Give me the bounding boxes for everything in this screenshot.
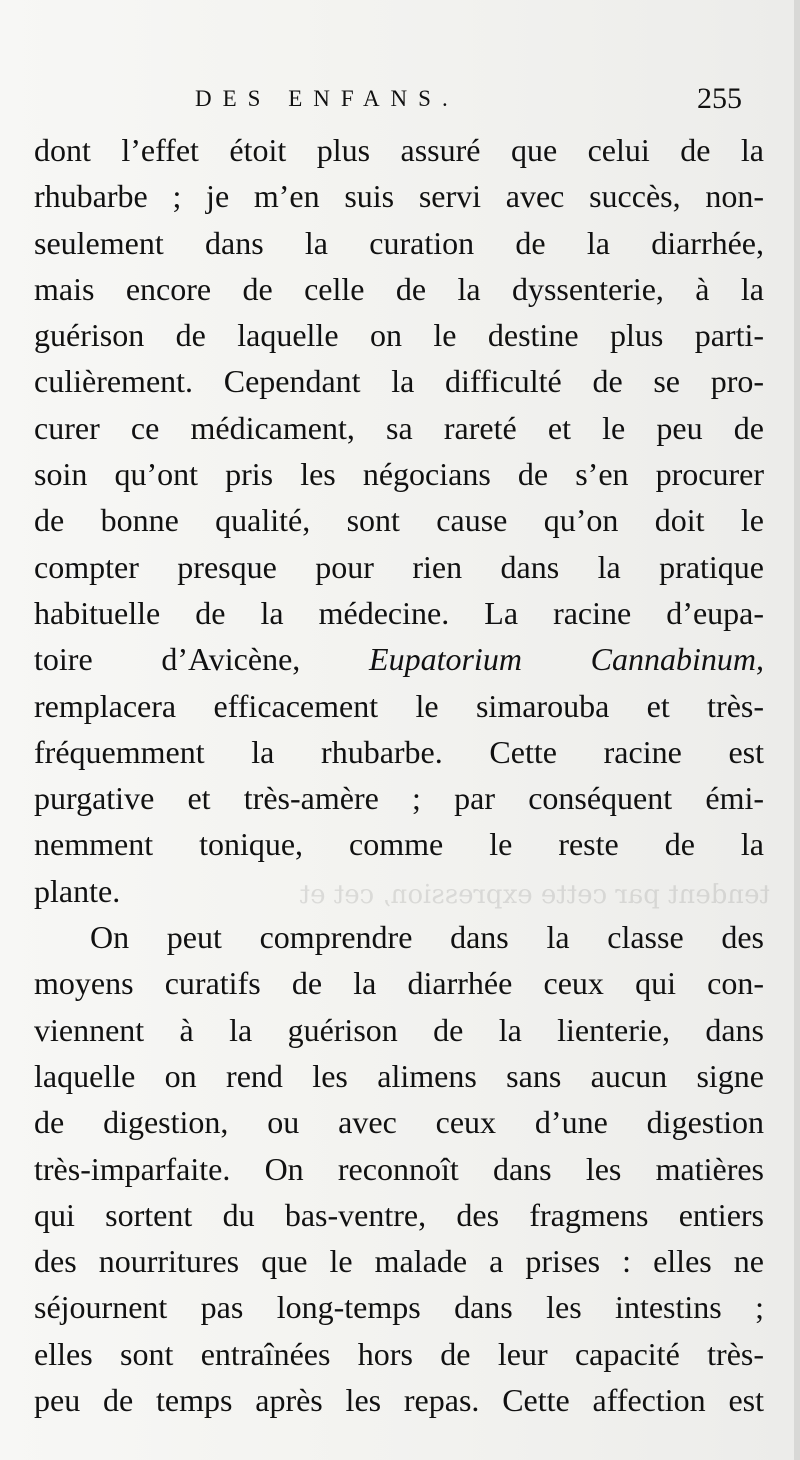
text-line: moyens curatifs de la diarrhée ceux qui con- (34, 965, 764, 1002)
text-line: seulement dans la curation de la diarrhée, (34, 224, 764, 261)
bleed-through-shadow: tendent par cette expression, cet et (299, 880, 770, 910)
text-line: peu de temps après les repas. Cette affection est (34, 1382, 764, 1419)
text-line: de bonne qualité, sont cause qu’on doit le (34, 502, 764, 539)
text-line: laquelle on rend les alimens sans aucun signe (34, 1057, 764, 1094)
running-head: DES ENFANS. (195, 86, 459, 111)
paragraph-end-line: plante. (34, 872, 121, 909)
text-line: fréquemment la rhubarbe. Cette racine est (34, 733, 764, 770)
text-line: elles sont entraînées hors de leur capacité très- (34, 1335, 764, 1372)
text-line: guérison de laquelle on le destine plus parti- (34, 317, 764, 354)
text-line: remplacera efficacement le simarouba et très- (34, 687, 764, 724)
text-line: viennent à la guérison de la lienterie, dans (34, 1011, 764, 1048)
text-line: mais encore de celle de la dyssenterie, à la (34, 270, 764, 307)
text-line: curer ce médicament, sa rareté et le peu de (34, 409, 764, 446)
page-edge (794, 0, 800, 1460)
body-text (34, 127, 764, 1423)
text-line: des nourritures que le malade a prises : elles ne (34, 1243, 764, 1280)
text-line-with-italic (34, 636, 764, 682)
text-segment: toire d’Avicène, (34, 641, 301, 678)
text-line: dont l’effet étoit plus assuré que celui de la (34, 132, 764, 168)
text-line: compter presque pour rien dans la pratique (34, 548, 764, 585)
text-line: nemment tonique, comme le reste de la (34, 826, 764, 863)
text-line: habituelle de la médecine. La racine d’eupa- (34, 594, 764, 631)
text-line: qui sortent du bas-ventre, des fragmens entiers (34, 1196, 764, 1233)
text-line: culièrement. Cependant la difficulté de se pro- (34, 363, 764, 400)
paragraph-start-line: On peut comprendre dans la classe des (90, 919, 764, 956)
text-line: de digestion, ou avec ceux d’une digestion (34, 1104, 764, 1141)
page-number: 255 (697, 82, 742, 115)
text-line: soin qu’ont pris les négocians de s’en procurer (34, 456, 764, 493)
italic-latin-term: Eupatorium Cannabinum, (369, 641, 764, 678)
text-line: purgative et très-amère ; par conséquent émi- (34, 780, 764, 817)
text-line: rhubarbe ; je m’en suis servi avec succès, non- (34, 178, 764, 215)
text-line: séjournent pas long-temps dans les intestins ; (34, 1289, 764, 1326)
text-line: très-imparfaite. On reconnoît dans les matières (34, 1150, 764, 1187)
page-header (0, 82, 800, 122)
